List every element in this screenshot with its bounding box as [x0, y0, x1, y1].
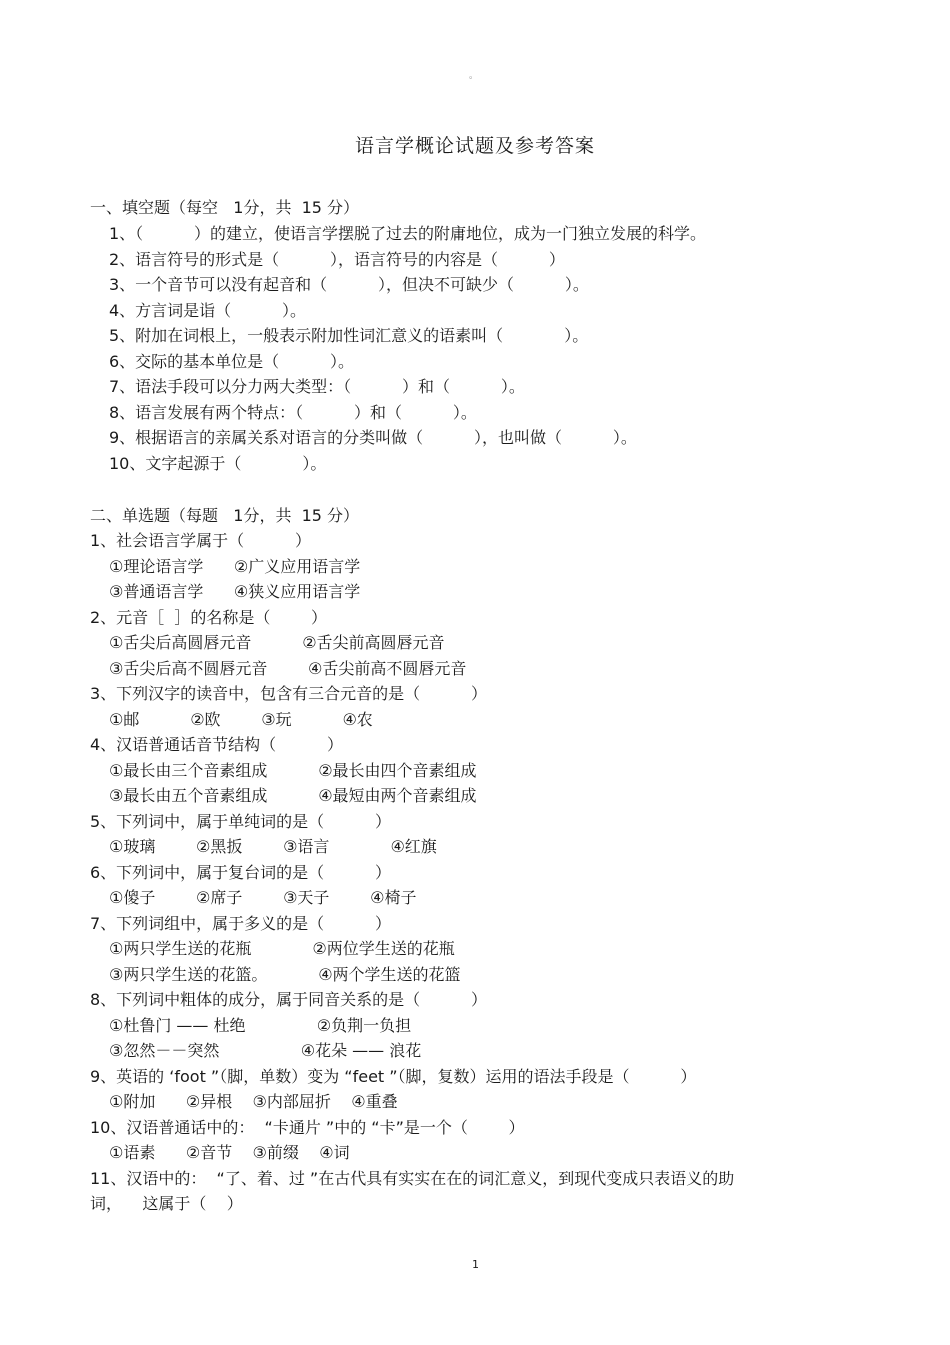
question-line: 2、元音［ ］的名称是（ ）	[90, 608, 328, 627]
section1-heading: 一、填空题（每空 1分，共 15 分）	[90, 198, 360, 217]
option-line: ①语素 ②音节 ③前缀 ④词	[109, 1143, 350, 1162]
option-line: ①邮 ②欧 ③玩 ④农	[109, 710, 373, 729]
fill-item: 8、语言发展有两个特点：（ ）和（ ）。	[109, 403, 477, 422]
fill-item: 1、（ ）的建立，使语言学摆脱了过去的附庸地位，成为一门独立发展的科学。	[109, 224, 707, 243]
fill-item: 3、一个音节可以没有起音和（ ），但决不可缺少（ ）。	[109, 275, 589, 294]
page-number: 1	[472, 1258, 479, 1271]
page-title: 语言学概论试题及参考答案	[354, 135, 595, 157]
section2-heading: 二、单选题（每题 1分，共 15 分）	[90, 506, 360, 525]
question-line: 词， 这属于（ ）	[90, 1194, 243, 1213]
fill-item: 2、语言符号的形式是（ ），语言符号的内容是（ ）	[109, 250, 565, 269]
fill-item: 5、附加在词根上，一般表示附加性词汇意义的语素叫（ ）。	[109, 326, 589, 345]
option-line: ③舌尖后高不圆唇元音 ④舌尖前高不圆唇元音	[109, 659, 467, 678]
question-line: 7、下列词组中，属于多义的是（ ）	[90, 914, 392, 933]
option-line: ①舌尖后高圆唇元音 ②舌尖前高圆唇元音	[109, 633, 445, 652]
question-line: 3、下列汉字的读音中，包含有三合元音的是（ ）	[90, 684, 488, 703]
option-line: ③最长由五个音素组成 ④最短由两个音素组成	[109, 786, 477, 805]
fill-item: 9、根据语言的亲属关系对语言的分类叫做（ ），也叫做（ ）。	[109, 428, 637, 447]
question-line: 1、社会语言学属于（ ）	[90, 531, 312, 550]
question-line: 11、汉语中的： “了、着、过 ”在古代具有实实在在的词汇意义，到现代变成只表语义的助	[90, 1169, 735, 1188]
option-line: ①玻璃 ②黑扳 ③语言 ④红旗	[109, 837, 437, 856]
question-line: 10、汉语普通话中的： “卡通片 ”中的 “卡”是一个（ ）	[90, 1118, 525, 1137]
fill-item: 7、语法手段可以分力两大类型：（ ）和（ ）。	[109, 377, 525, 396]
fill-item: 4、方言词是诣（ ）。	[109, 301, 307, 320]
question-line: 9、英语的 ‘foot ”（脚，单数）变为 “feet ”（脚，复数）运用的语法手段是（ ）	[90, 1067, 697, 1086]
question-line: 6、下列词中，属于复台词的是（ ）	[90, 863, 392, 882]
question-line: 4、汉语普通话音节结构（ ）	[90, 735, 344, 754]
option-line: ①杜鲁门 —— 杜绝 ②负荆一负担	[109, 1016, 412, 1035]
question-line: 5、下列词中，属于单纯词的是（ ）	[90, 812, 392, 831]
option-line: ①理论语言学 ②广义应用语言学	[109, 557, 361, 576]
option-line: ③普通语言学 ④狭义应用语言学	[109, 582, 361, 601]
fill-item: 10、文字起源于（ ）。	[109, 454, 327, 473]
option-line: ①附加 ②异根 ③内部屈折 ④重叠	[109, 1092, 398, 1111]
option-line: ①两只学生送的花瓶 ②两位学生送的花瓶	[109, 939, 455, 958]
option-line: ③两只学生送的花篮。 ④两个学生送的花篮	[109, 965, 461, 984]
header-mark: 。	[469, 71, 479, 81]
option-line: ③忽然－－突然 ④花朵 —— 浪花	[109, 1041, 422, 1060]
option-line: ①傻子 ②席子 ③天子 ④椅子	[109, 888, 417, 907]
fill-item: 6、交际的基本单位是（ ）。	[109, 352, 355, 371]
option-line: ①最长由三个音素组成 ②最长由四个音素组成	[109, 761, 477, 780]
question-line: 8、下列词中粗体的成分，属于同音关系的是（ ）	[90, 990, 488, 1009]
